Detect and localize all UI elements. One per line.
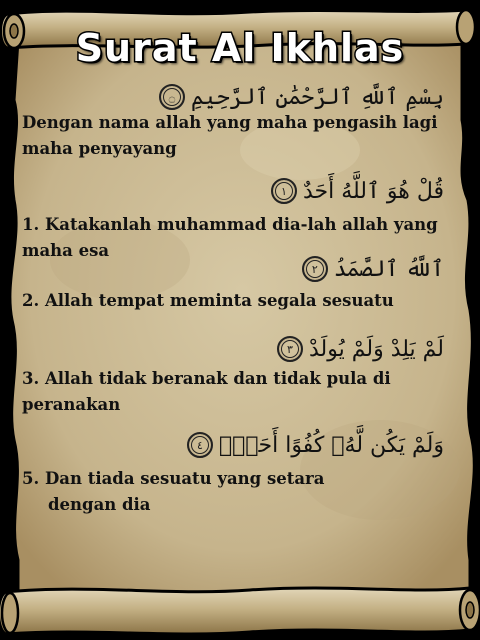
verse-text: لَمْ يَلِدْ وَلَمْ يُولَدْ bbox=[309, 336, 444, 362]
verse-4-translation bbox=[22, 466, 462, 518]
ayah-marker-icon: ٢ bbox=[302, 256, 328, 282]
translation-line: dengan dia bbox=[48, 495, 151, 514]
translation-line: peranakan bbox=[22, 395, 121, 414]
translation-line: maha penyayang bbox=[22, 139, 177, 158]
verse-1-arabic bbox=[271, 178, 444, 204]
translation-line: maha esa bbox=[22, 241, 110, 260]
basmalah-arabic bbox=[159, 84, 444, 110]
basmalah-translation bbox=[22, 110, 462, 162]
verse-text: قُلْ هُوَ ٱللَّهُ أَحَدٌ bbox=[302, 178, 444, 204]
basmalah-text: بِسْمِ ٱللَّهِ ٱلرَّحْمَٰنِ ٱلرَّحِيمِ bbox=[190, 84, 444, 110]
translation-line: Dengan nama allah yang maha pengasih lagi bbox=[22, 113, 438, 132]
ayah-marker-icon: ١ bbox=[271, 178, 297, 204]
translation-line: 3. Allah tidak beranak dan tidak pula di bbox=[22, 369, 391, 388]
verse-text: وَلَمْ يَكُن لَّهُۥ كُفُوًا أَحَدٌۢ bbox=[218, 432, 444, 458]
ayah-marker-icon: ٤ bbox=[187, 432, 213, 458]
translation-line: 1. Katakanlah muhammad dia-lah allah yang bbox=[22, 215, 438, 234]
scroll-bottom-roll bbox=[0, 588, 480, 634]
verse-2-arabic bbox=[302, 256, 444, 282]
verse-3-translation bbox=[22, 366, 462, 418]
translation-line: 2. Allah tempat meminta segala sesuatu bbox=[22, 291, 394, 310]
ayah-marker-icon: ٣ bbox=[277, 336, 303, 362]
verse-3-arabic bbox=[277, 336, 444, 362]
translation-line: 5. Dan tiada sesuatu yang setara bbox=[22, 469, 325, 488]
ayah-marker-icon: ۝ bbox=[159, 84, 185, 110]
page-title: Surat Al Ikhlas bbox=[75, 26, 405, 70]
verse-2-translation bbox=[22, 288, 462, 314]
verse-text: ٱللَّهُ ٱلصَّمَدُ bbox=[333, 256, 444, 282]
verse-4-arabic bbox=[187, 432, 444, 458]
